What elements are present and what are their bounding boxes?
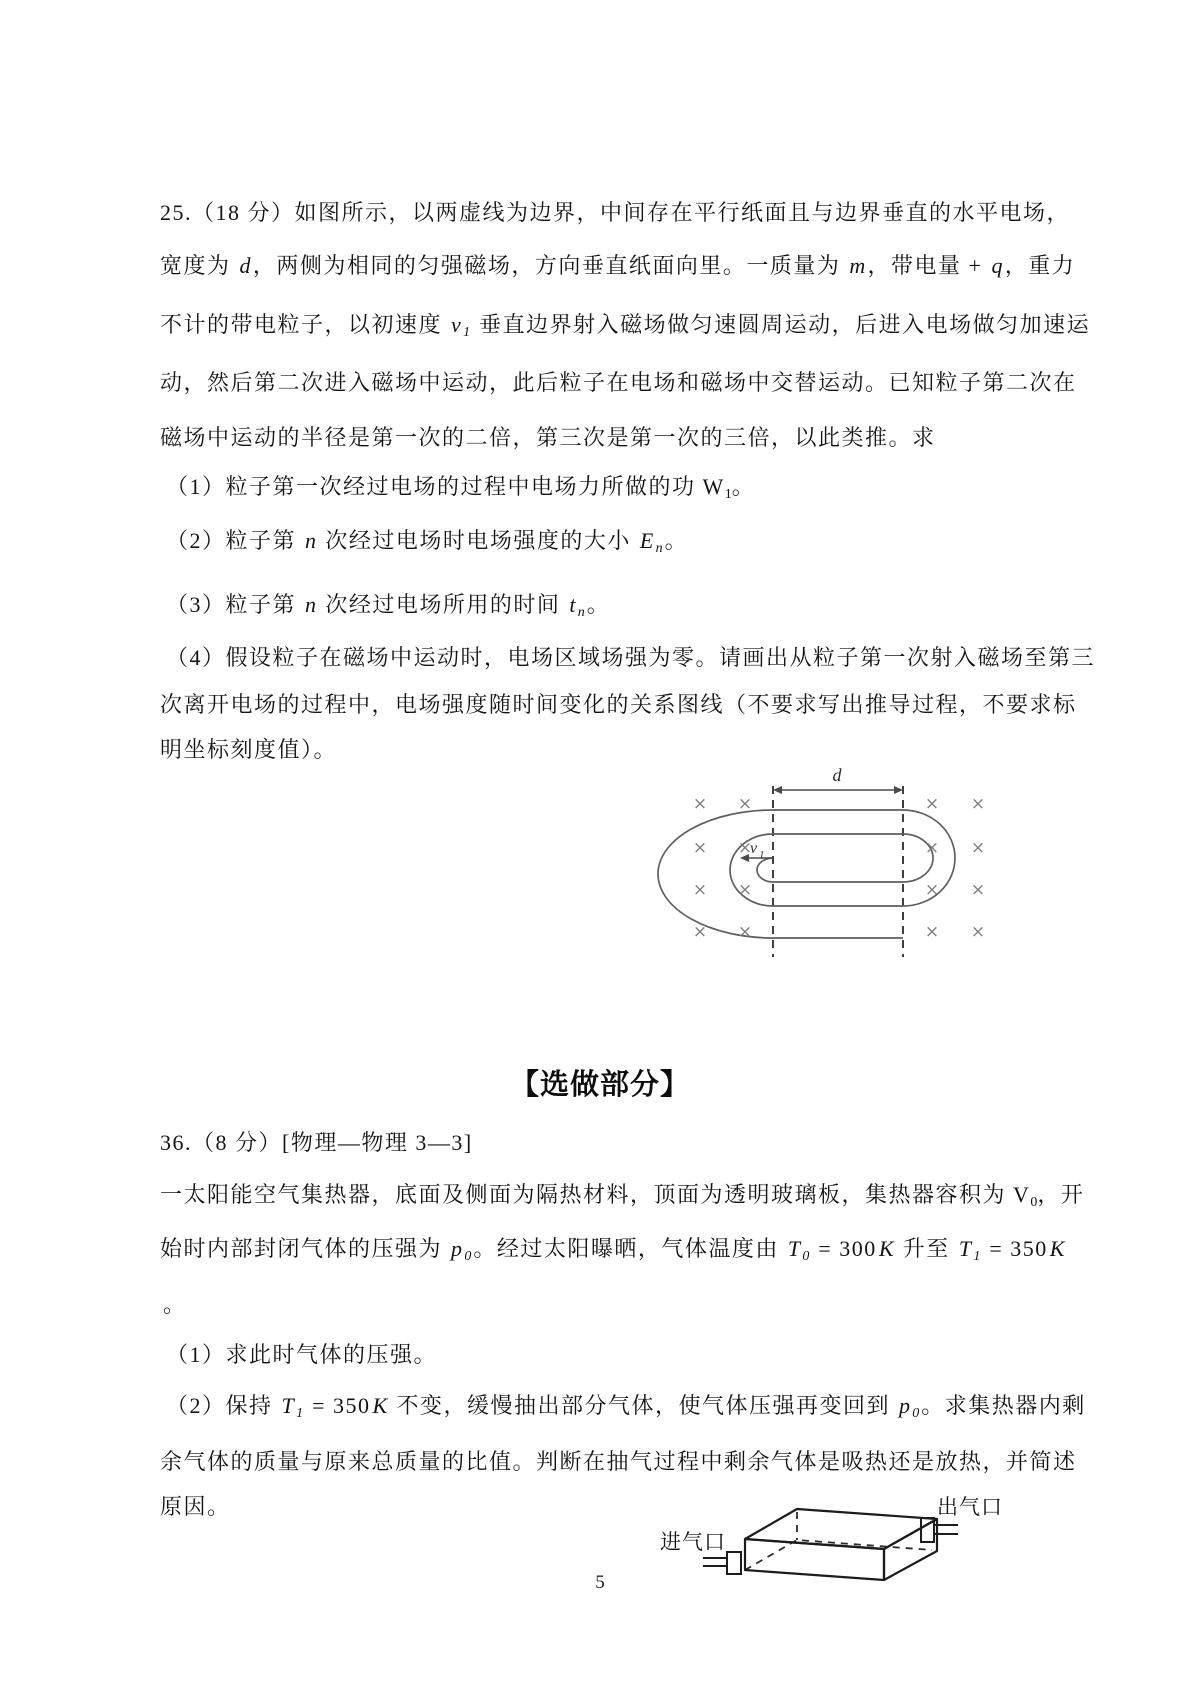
text-segment: q [991,253,1003,278]
text-segment: ，带电量 + [867,253,990,278]
text-segment: = 350 [305,1393,371,1418]
q36-stem-line-2 [160,1234,1067,1272]
q36-subq-2-line-3 [160,1492,231,1522]
text-segment: d [239,253,251,278]
d-dimension-label: d [832,765,842,785]
text-segment: 。求集热器内剩 [921,1393,1086,1418]
text-segment: K [372,1393,388,1418]
inlet-label: 进气口 [660,1530,726,1554]
text-segment: 不计的带电粒子，以初速度 [160,312,450,337]
text-segment: （4）假设粒子在磁场中运动时，电场区域场强为零。请画出从粒子第一次射入磁场至第三 [166,645,1096,670]
text-segment: 原因。 [160,1494,231,1519]
inlet-pipe [703,1552,741,1574]
field-into-page-mark: × [692,922,708,942]
text-segment: 0 [1030,1195,1038,1210]
q25-stem-line-5 [160,423,936,453]
field-into-page-mark: × [924,922,940,942]
text-segment: v [451,312,462,337]
field-into-page-mark: × [970,880,986,900]
field-into-page-mark: × [692,838,708,858]
text-segment: 始时内部封闭气体的压强为 [160,1236,450,1261]
text-segment: K [878,1236,894,1261]
q25-stem-line-2 [160,251,1075,281]
q36-title-line [160,1128,473,1158]
text-segment: p [451,1236,463,1261]
q25-stem-line-3 [160,310,1090,348]
text-segment: T [958,1236,972,1261]
q25-subq-3 [166,590,610,628]
text-segment: （2）保持 [166,1393,280,1418]
text-segment: 动，然后第二次进入磁场中运动，此后粒子在电场和磁场中交替运动。已知粒子第二次在 [160,370,1077,395]
field-marks-right [925,794,985,942]
text-segment: K [1049,1236,1065,1261]
text-segment: （1）求此时气体的压强。 [166,1342,438,1367]
field-into-page-mark: × [924,880,940,900]
outlet-label: 出气口 [937,1495,1003,1519]
field-into-page-mark: × [970,838,986,858]
q25-subq-4-line-2 [160,690,1077,720]
text-segment: 次经过电场所用的时间 [318,592,568,617]
text-segment: n [305,592,317,617]
collector-hidden-edges [745,1540,932,1570]
text-segment: T [787,1236,801,1261]
text-segment: 1 [463,325,471,340]
text-segment: ，重力 [1004,253,1076,278]
text-segment: （3）粒子第 [166,592,304,617]
text-segment: 不变，缓慢抽出部分气体，使气体压强再变回到 [389,1393,897,1418]
q25-subq-1 [166,472,755,510]
text-segment: 。 [731,474,756,499]
field-into-page-mark: × [737,838,753,858]
field-into-page-mark: × [737,880,753,900]
text-segment: = 300 [811,1236,877,1261]
text-segment: 明坐标刻度值）。 [160,737,338,762]
field-into-page-mark: × [692,794,708,814]
field-into-page-mark: × [970,794,986,814]
q36-subq-2-line-1 [166,1391,1086,1429]
text-segment: E [639,528,654,553]
field-into-page-mark: × [924,794,940,814]
field-into-page-mark: × [737,922,753,942]
text-segment: 25.（18 分）如图所示，以两虚线为边界，中间存在平行纸面且与边界垂直的水平电场， [160,200,1071,225]
text-segment: ，两侧为相同的匀强磁场，方向垂直纸面向里。一质量为 [252,253,848,278]
text-segment: 次经过电场时电场强度的大小 [318,528,638,553]
text-segment: 升至 [895,1236,957,1261]
collector-right-face [884,1519,937,1580]
text-segment: 垂直边界射入磁场做匀速圆周运动，后进入电场做匀加速运 [472,312,1091,337]
text-segment: 1 [296,1406,304,1421]
text-segment: 0 [912,1406,920,1421]
q36-stem-line-1 [160,1180,1084,1218]
text-segment: n [655,541,663,556]
text-segment: T [281,1393,295,1418]
page-number: 5 [595,1572,605,1593]
d-dimension [773,765,903,794]
q25-subq-4-line-3 [160,735,337,765]
q36-stem-line-3 [163,1290,187,1320]
text-segment: 一太阳能空气集热器，底面及侧面为隔热材料，顶面为透明玻璃板，集热器容积为 V [160,1182,1031,1207]
text-segment: n [305,528,317,553]
text-segment: 。 [586,592,611,617]
outlet-pipe [921,1518,958,1542]
v1-label: v [750,840,758,857]
text-segment: 。经过太阳曝晒，气体温度由 [473,1236,786,1261]
field-into-page-mark: × [924,838,940,858]
q25-stem-line-4 [160,368,1077,398]
text-segment: ，开 [1037,1182,1085,1207]
text-segment: 1 [724,487,732,502]
field-into-page-mark: × [737,794,753,814]
q25-stem-line-1 [160,198,1070,228]
text-segment: 次离开电场的过程中，电场强度随时间变化的关系图线（不要求写出推导过程，不要求标 [160,692,1077,717]
q25-subq-4-line-1 [166,643,1095,673]
text-segment: （2）粒子第 [166,528,304,553]
text-segment: 宽度为 [160,253,238,278]
text-segment: 磁场中运动的半径是第一次的二倍，第三次是第一次的三倍，以此类推。求 [160,425,936,450]
text-segment: p [898,1393,911,1418]
text-segment: 0 [464,1249,472,1264]
text-segment: 1 [973,1249,981,1264]
text-segment: 0 [802,1249,810,1264]
text-segment: n [577,605,585,620]
dimension-arrowhead-right [894,786,903,794]
q25-subq-2 [166,526,688,564]
q25-figure [628,750,993,968]
text-segment: 。 [163,1292,187,1317]
field-into-page-mark: × [970,922,986,942]
text-segment: （1）粒子第一次经过电场的过程中电场力所做的功 W [166,474,725,499]
dimension-arrowhead-left [773,786,782,794]
text-segment: m [849,253,866,278]
text-segment: t [569,592,576,617]
v1-label-subscript: 1 [759,849,765,861]
text-segment: 36.（8 分）[物理—物理 3—3] [160,1130,473,1155]
particle-trajectory-path [658,810,955,938]
q36-subq-2-line-2 [160,1447,1077,1477]
section-header-optional-part: 【选做部分】 [509,1069,690,1101]
text-segment: 余气体的质量与原来总质量的比值。判断在抽气过程中剩余气体是吸热还是放热，并简述 [160,1449,1077,1474]
q36-subq-1 [166,1340,437,1370]
field-into-page-mark: × [692,880,708,900]
text-segment: 。 [664,528,689,553]
text-segment: = 350 [982,1236,1048,1261]
